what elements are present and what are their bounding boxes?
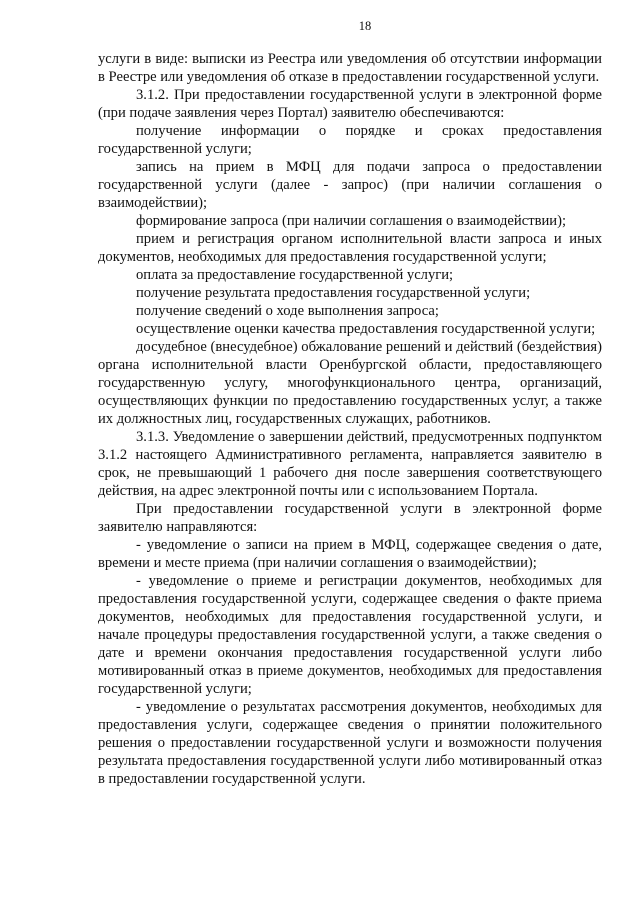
paragraph: - уведомление о приеме и регистрации документов, необходимых для предоставления государственной услуги, содержащее сведения о факте приема документов, необходимых для предоставления государственной услуги, и начале процедуры предоставления государственной услуги, а также сведения о дате и времени окончания предоставления государственной услуги либо мотивированный отказ в приеме документов, необходимых для предоставления государственной услуги;: [98, 573, 602, 697]
paragraph: 3.1.2. При предоставлении государственной услуги в электронной форме (при подаче заявления через Портал) заявителю обеспечиваются:: [98, 87, 602, 121]
paragraph: досудебное (внесудебное) обжалование решений и действий (бездействия) органа исполнительной власти Оренбургской области, предоставляющего государственную услугу, многофункционального центра, организаций, осуществляющих функции по предоставлению государственных услуг, а также их должностных лиц, государственных служащих, работников.: [98, 339, 602, 427]
paragraph: При предоставлении государственной услуги в электронной форме заявителю направляются:: [98, 501, 602, 535]
paragraph: получение сведений о ходе выполнения запроса;: [136, 303, 439, 319]
paragraph: формирование запроса (при наличии соглашения о взаимодействии);: [136, 213, 566, 229]
page-number: 18: [358, 19, 372, 33]
paragraph: запись на прием в МФЦ для подачи запроса о предоставлении государственной услуги (далее - запрос) (при наличии соглашения о взаимодействии);: [98, 159, 602, 211]
paragraph: - уведомление о результатах рассмотрения документов, необходимых для предоставления услуги, содержащее сведения о принятии положительного решения о предоставлении государственной услуги и возможности получения результата предоставления государственной услуги либо мотивированный отказ в предоставлении государственной услуги.: [98, 699, 602, 787]
paragraph: осуществление оценки качества предоставления государственной услуги;: [136, 321, 596, 337]
paragraph: услуги в виде: выписки из Реестра или уведомления об отсутствии информации в Реестре или уведомления об отказе в предоставлении государственной услуги.: [98, 51, 602, 85]
paragraph: получение информации о порядке и сроках предоставления государственной услуги;: [98, 123, 602, 157]
paragraph: получение результата предоставления государственной услуги;: [136, 285, 531, 301]
document-body: [98, 50, 602, 788]
paragraph: оплата за предоставление государственной услуги;: [136, 267, 454, 283]
paragraph: 3.1.3. Уведомление о завершении действий, предусмотренных подпунктом 3.1.2 настоящего Административного регламента, направляется заявителю в срок, не превышающий 1 рабочего дня после завершения соответствующего действия, на адрес электронной почты или с использованием Портала.: [98, 429, 602, 499]
paragraph: прием и регистрация органом исполнительной власти запроса и иных документов, необходимых для предоставления государственной услуги;: [98, 231, 602, 265]
paragraph: - уведомление о записи на прием в МФЦ, содержащее сведения о дате, времени и месте приема (при наличии соглашения о взаимодействии);: [98, 537, 602, 571]
